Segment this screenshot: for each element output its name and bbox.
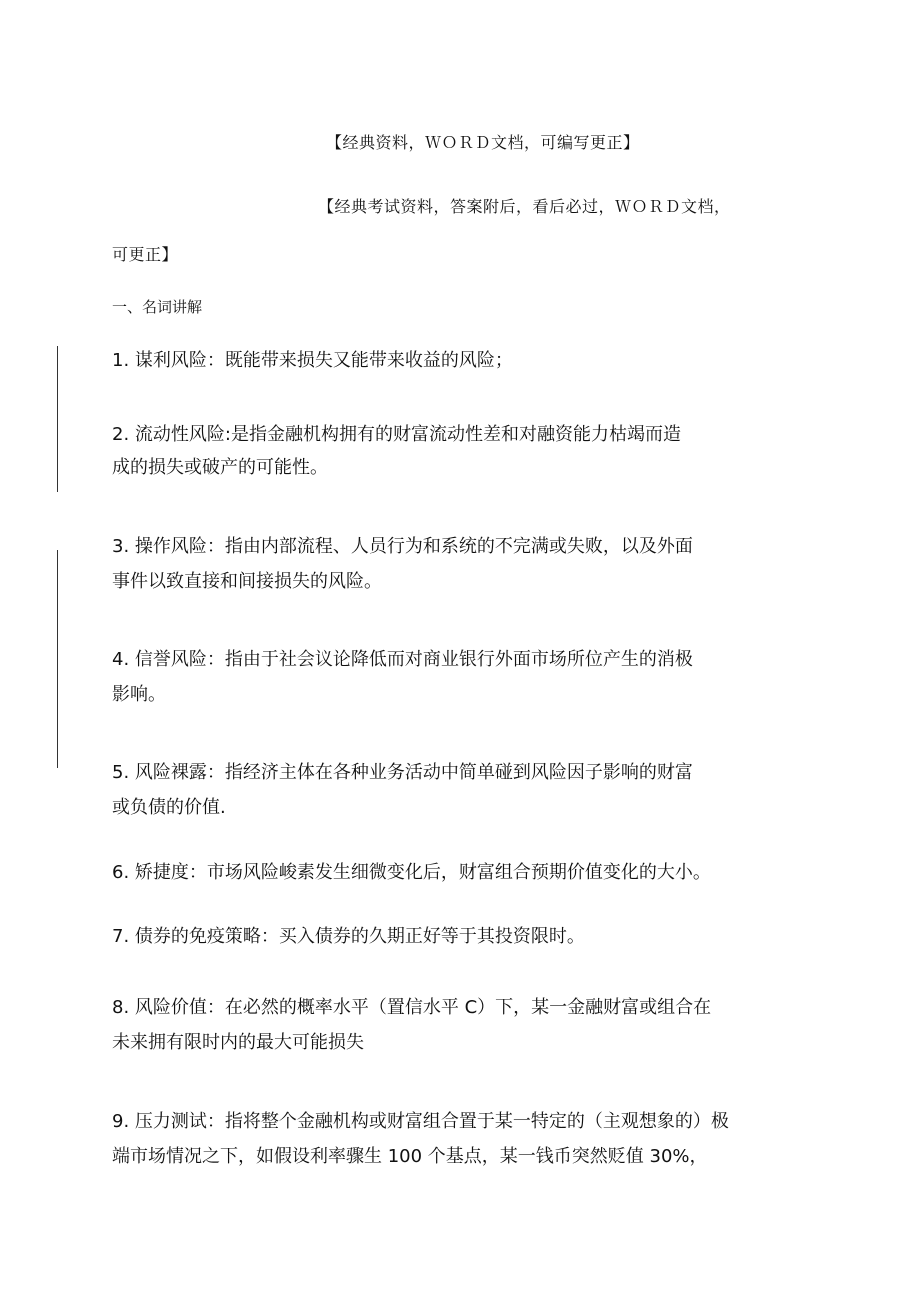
entry-1-line-1: 1. 谋利风险：既能带来损失又能带来收益的风险； (112, 350, 513, 371)
header-line-2: 【经典考试资料，答案附后，看后必过，ＷＯＲＤ文档， (318, 197, 731, 216)
entry-5-line-2: 或负债的价值. (112, 797, 226, 818)
entry-9-line-2: 端市场情况之下，如假设利率骤生 100 个基点，某一钱币突然贬值 30%， (112, 1146, 708, 1167)
entry-8-line-1: 8. 风险价值：在必然的概率水平（置信水平 C）下，某一金融财富或组合在 (112, 997, 712, 1018)
header-line-1: 【经典资料，ＷＯＲＤ文档，可编写更正】 (326, 133, 640, 152)
margin-bar (57, 550, 58, 768)
entry-3-line-1: 3. 操作风险：指由内部流程、人员行为和系统的不完满或失败，以及外面 (112, 536, 693, 557)
entry-6-line-1: 6. 矫捷度：市场风险峻素发生细微变化后，财富组合预期价值变化的大小。 (112, 862, 711, 883)
entry-8-line-2: 未来拥有限时内的最大可能损失 (112, 1032, 364, 1053)
entry-9-line-1: 9. 压力测试：指将整个金融机构或财富组合置于某一特定的（主观想象的）极 (112, 1111, 729, 1132)
entry-5-line-1: 5. 风险裸露：指经济主体在各种业务活动中简单碰到风险因子影响的财富 (112, 762, 693, 783)
entry-2-line-1: 2. 流动性风险:是指金融机构拥有的财富流动性差和对融资能力枯竭而造 (112, 424, 681, 445)
section-title: 一、名词讲解 (112, 298, 203, 316)
entry-3-line-2: 事件以致直接和间接损失的风险。 (112, 571, 382, 592)
entry-2-line-2: 成的损失或破产的可能性。 (112, 457, 328, 478)
header-line-3: 可更正】 (112, 245, 179, 264)
entry-4-line-1: 4. 信誉风险：指由于社会议论降低而对商业银行外面市场所位产生的消极 (112, 649, 693, 670)
entry-4-line-2: 影响。 (112, 684, 166, 705)
entry-7-line-1: 7. 债券的免疫策略：买入债券的久期正好等于其投资限时。 (112, 926, 585, 947)
margin-bar (57, 346, 58, 492)
